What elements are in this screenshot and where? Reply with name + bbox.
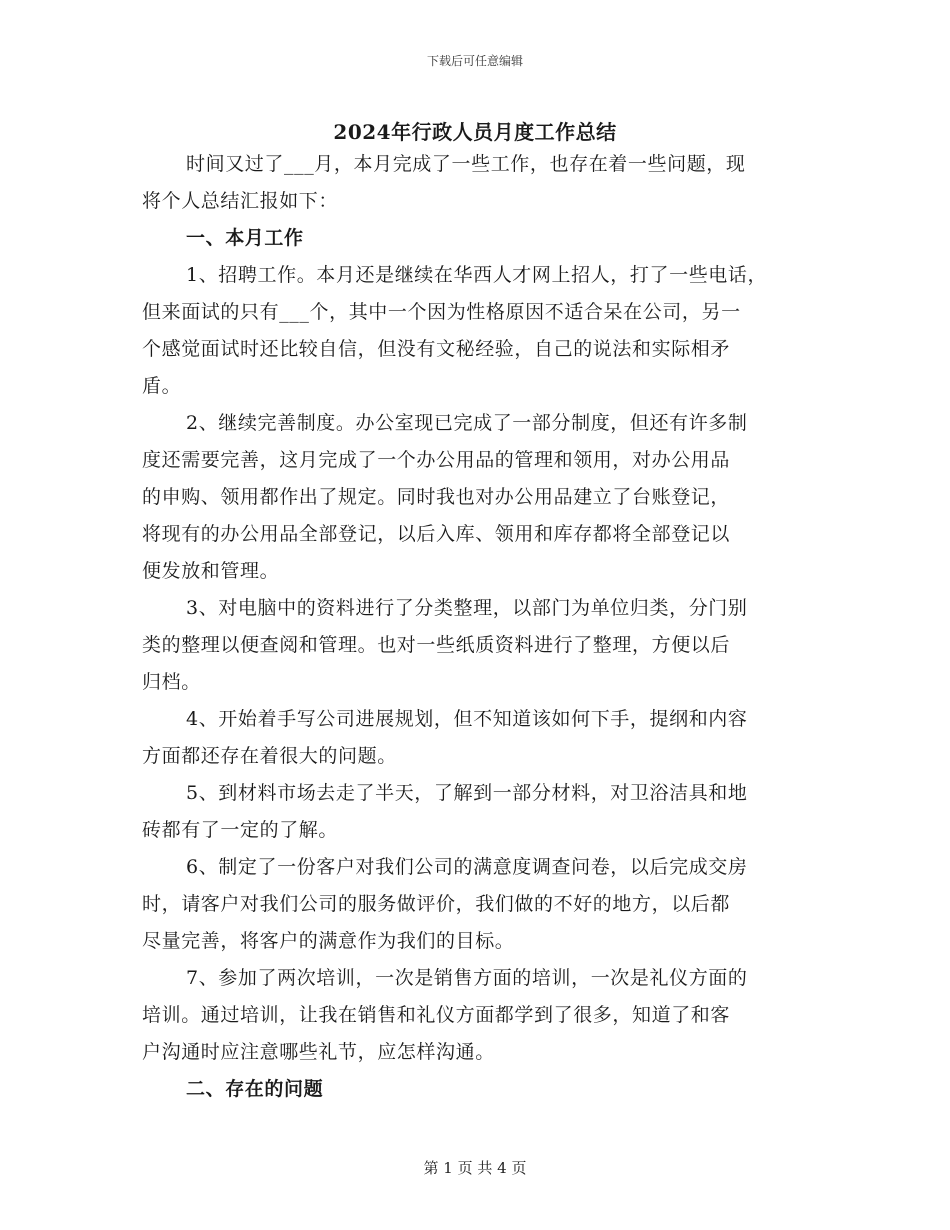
paragraph-line: 归档。 <box>142 671 201 693</box>
paragraph-line: 7、参加了两次培训，一次是销售方面的培训，一次是礼仪方面的 <box>186 967 748 989</box>
paragraph-line: 3、对电脑中的资料进行了分类整理，以部门为单位归类，分门别 <box>186 597 748 619</box>
paragraph-line: 的申购、领用都作出了规定。同时我也对办公用品建立了台账登记， <box>142 486 731 508</box>
document-body <box>142 146 810 1108</box>
paragraph-line: 尽量完善，将客户的满意作为我们的目标。 <box>142 930 515 952</box>
paragraph-line: 将个人总结汇报如下： <box>142 190 339 212</box>
paragraph-line: 度还需要完善，这月完成了一个办公用品的管理和领用，对办公用品 <box>142 449 731 471</box>
paragraph-line: 方面都还存在着很大的问题。 <box>142 745 397 767</box>
paragraph-line: 户沟通时应注意哪些礼节，应怎样沟通。 <box>142 1041 495 1063</box>
paragraph-line: 但来面试的只有___个，其中一个因为性格原因不适合呆在公司，另一 <box>142 301 741 323</box>
section-heading: 二、存在的问题 <box>186 1078 324 1100</box>
paragraph-line: 类的整理以便查阅和管理。也对一些纸质资料进行了整理，方便以后 <box>142 634 731 656</box>
paragraph-line: 4、开始着手写公司进展规划，但不知道该如何下手，提纲和内容 <box>186 708 748 730</box>
header-note: 下载后可任意编辑 <box>426 54 523 68</box>
page-footer: 第 1 页 共 4 页 <box>423 1159 527 1177</box>
section-heading: 一、本月工作 <box>186 227 304 249</box>
paragraph-line: 1、招聘工作。本月还是继续在华西人才网上招人，打了一些电话， <box>186 264 768 286</box>
paragraph-line: 将现有的办公用品全部登记，以后入库、领用和库存都将全部登记以 <box>142 523 731 545</box>
paragraph-line: 便发放和管理。 <box>142 560 280 582</box>
paragraph-line: 个感觉面试时还比较自信，但没有文秘经验，自己的说法和实际相矛 <box>142 338 731 360</box>
paragraph-line: 时间又过了___月，本月完成了一些工作，也存在着一些问题，现 <box>186 153 746 175</box>
paragraph-line: 时，请客户对我们公司的服务做评价，我们做的不好的地方，以后都 <box>142 893 731 915</box>
paragraph-line: 2、继续完善制度。办公室现已完成了一部分制度，但还有许多制 <box>186 412 748 434</box>
paragraph-line: 培训。通过培训，让我在销售和礼仪方面都学到了很多，知道了和客 <box>142 1004 731 1026</box>
paragraph-line: 砖都有了一定的了解。 <box>142 819 339 841</box>
paragraph-line: 6、制定了一份客户对我们公司的满意度调查问卷，以后完成交房 <box>186 856 748 878</box>
document-title: 2024年行政人员月度工作总结 <box>333 120 617 144</box>
paragraph-line: 5、到材料市场去走了半天，了解到一部分材料，对卫浴洁具和地 <box>186 782 748 804</box>
paragraph-line: 盾。 <box>142 375 182 397</box>
